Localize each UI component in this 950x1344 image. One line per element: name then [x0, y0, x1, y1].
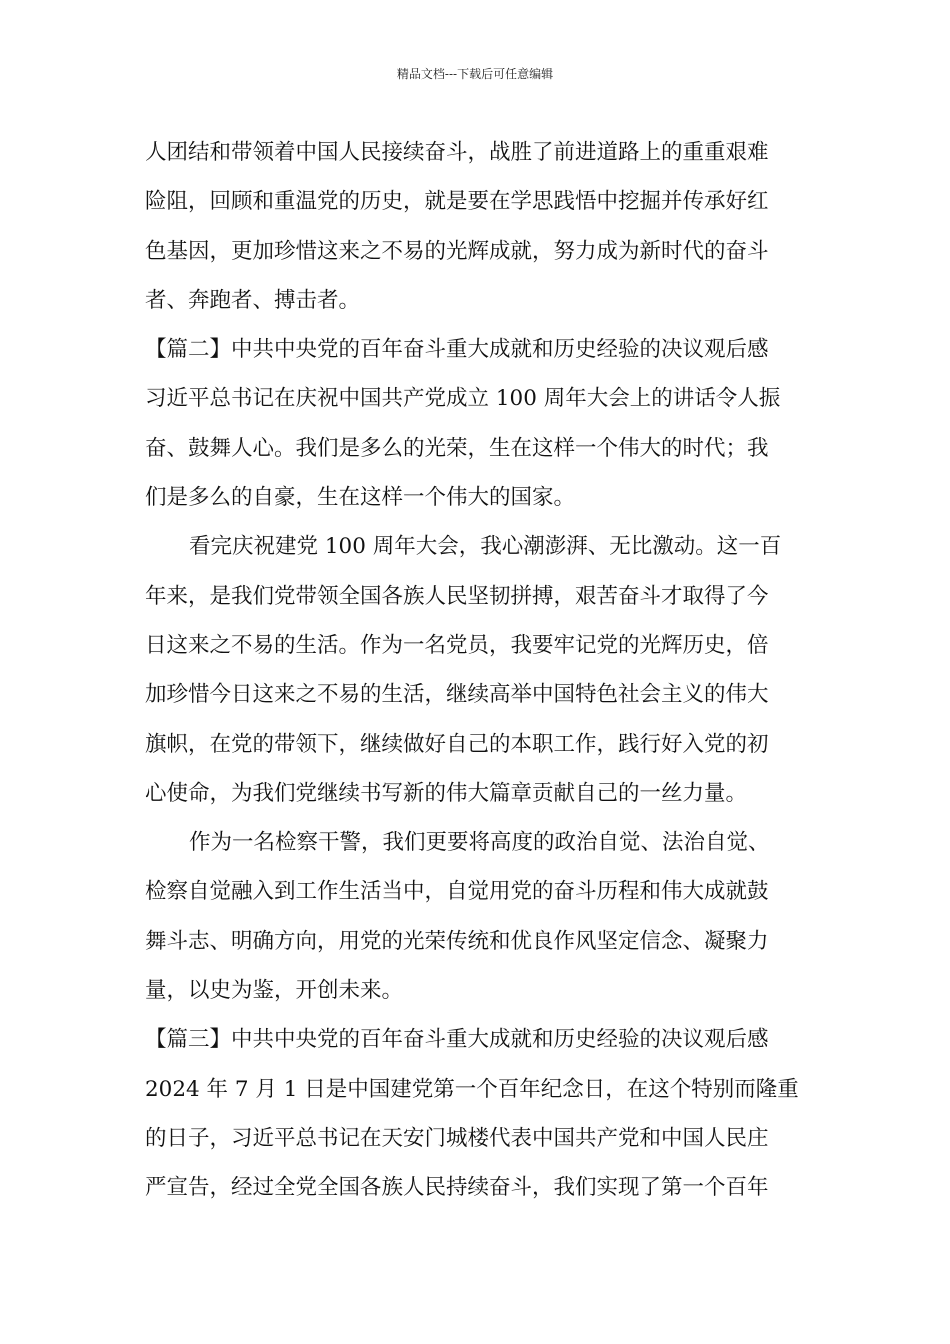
section-heading-3: 【篇三】中共中央党的百年奋斗重大成就和历史经验的决议观后感: [145, 1027, 769, 1053]
text-line: 者、奔跑者、搏击者。: [145, 287, 361, 313]
text-line: 作为一名检察干警，我们更要将高度的政治自觉、法治自觉、: [189, 830, 770, 856]
text-line: 2024 年 7 月 1 日是中国建党第一个百年纪念日，在这个特别而隆重: [145, 1076, 799, 1102]
text-line: 人团结和带领着中国人民接续奋斗，战胜了前进道路上的重重艰难: [145, 140, 769, 165]
text-line: 们是多么的自豪，生在这样一个伟大的国家。: [145, 485, 576, 511]
text-line: 的日子，习近平总书记在天安门城楼代表中国共产党和中国人民庄: [145, 1125, 769, 1151]
text-line: 年来，是我们党带领全国各族人民坚韧拼搏，艰苦奋斗才取得了今: [145, 583, 769, 609]
section-heading-2: 【篇二】中共中央党的百年奋斗重大成就和历史经验的决议观后感: [145, 337, 769, 363]
text-line: 看完庆祝建党 100 周年大会，我心潮澎湃、无比激动。这一百: [189, 534, 782, 560]
text-line: 舞斗志、明确方向，用党的光荣传统和优良作风坚定信念、凝聚力: [145, 928, 769, 954]
page-header: 精品文档---下载后可任意编辑: [396, 67, 554, 81]
text-line: 奋、鼓舞人心。我们是多么的光荣，生在这样一个伟大的时代；我: [145, 435, 769, 461]
text-line: 险阻，回顾和重温党的历史，就是要在学思践悟中挖掘并传承好红: [145, 189, 769, 215]
text-line: 严宣告，经过全党全国各族人民持续奋斗，我们实现了第一个百年: [145, 1175, 769, 1201]
text-line: 日这来之不易的生活。作为一名党员，我要牢记党的光辉历史，倍: [145, 632, 769, 658]
text-line: 检察自觉融入到工作生活当中，自觉用党的奋斗历程和伟大成就鼓: [145, 879, 769, 905]
text-line: 色基因，更加珍惜这来之不易的光辉成就，努力成为新时代的奋斗: [145, 238, 769, 264]
text-line: 心使命，为我们党继续书写新的伟大篇章贡献自己的一丝力量。: [145, 780, 748, 806]
text-line: 旗帜，在党的带领下，继续做好自己的本职工作，践行好入党的初: [145, 731, 769, 757]
text-line: 加珍惜今日这来之不易的生活，继续高举中国特色社会主义的伟大: [145, 682, 769, 708]
text-line: 习近平总书记在庆祝中国共产党成立 100 周年大会上的讲话令人振: [145, 386, 781, 412]
document-body: [145, 128, 807, 1213]
text-line: 量，以史为鉴，开创未来。: [145, 978, 404, 1004]
